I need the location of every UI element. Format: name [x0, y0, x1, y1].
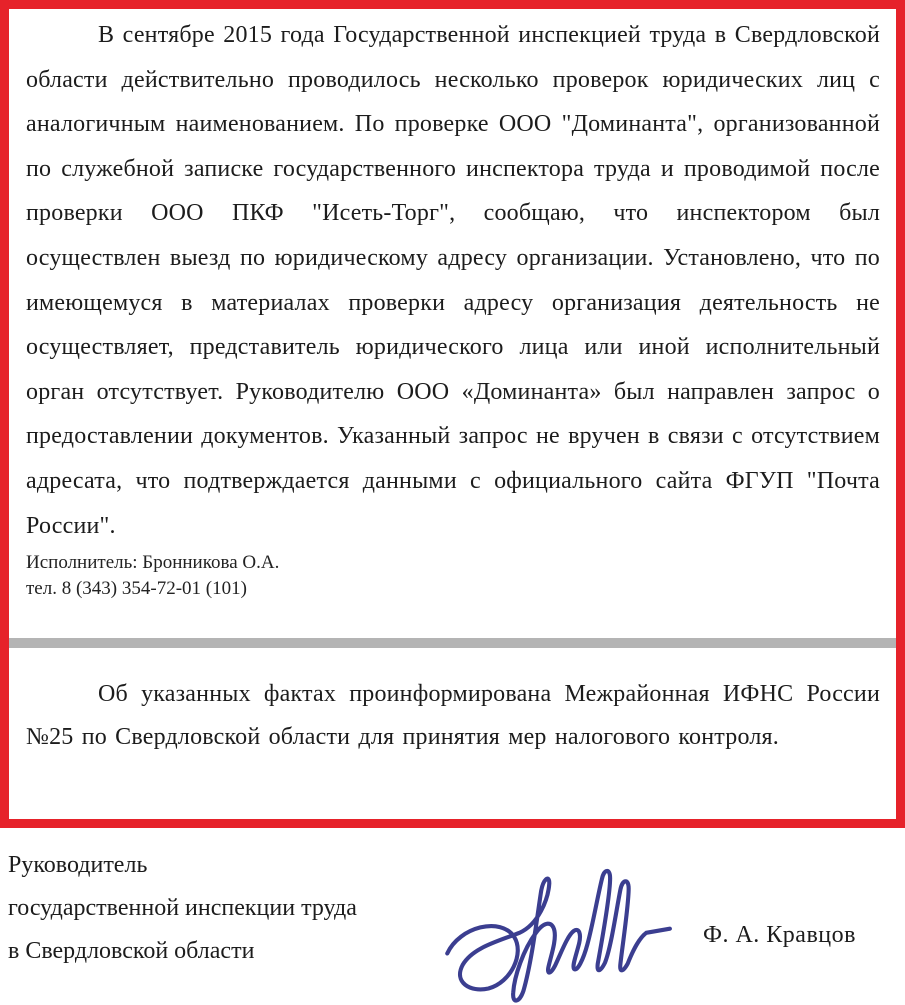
signer-title-line-3: в Свердловской области	[8, 938, 255, 964]
signer-name: Ф. А. Кравцов	[703, 922, 856, 948]
paragraph-inspection-report: В сентябре 2015 года Государственной инспекцией труда в Свердловской области действительно проводилось несколько проверок юридических лиц с аналогичным наименованием. По проверке ООО "Доминанта", организованной по служебной записке государственного инспектора труда и проводимой после проверки ООО ПКФ "Исеть-Торг", сообщаю, что инспектором был осуществлен выезд по юридическому адресу организации. Установлено, что по имеющемуся в материалах проверки адресу организация деятельность не осуществляет, представитель юридического лица или иной исполнительный орган отсутствует. Руководителю ООО «Доминанта» был направлен запрос о предоставлении документов. Указанный запрос не вручен в связи с отсутствием адресата, что подтверждается данными с официального сайта ФГУП "Почта России".	[26, 22, 881, 539]
executor-phone-line: тел. 8 (343) 354-72-01 (101)	[26, 578, 247, 599]
executor-block	[26, 550, 279, 602]
signer-title-block	[8, 844, 357, 973]
signer-title-line-2: государственной инспекции труда	[8, 895, 357, 921]
signature-stroke	[447, 871, 670, 1001]
paragraph-tax-notice: Об указанных фактах проинформирована Межрайонная ИФНС России №25 по Свердловской области для принятия мер налогового контроля.	[26, 681, 880, 751]
section-divider-bar	[9, 638, 896, 648]
handwritten-signature-ink	[428, 838, 718, 1005]
signer-title-line-1: Руководитель	[8, 852, 148, 878]
executor-name-line: Исполнитель: Бронникова О.А.	[26, 552, 280, 573]
